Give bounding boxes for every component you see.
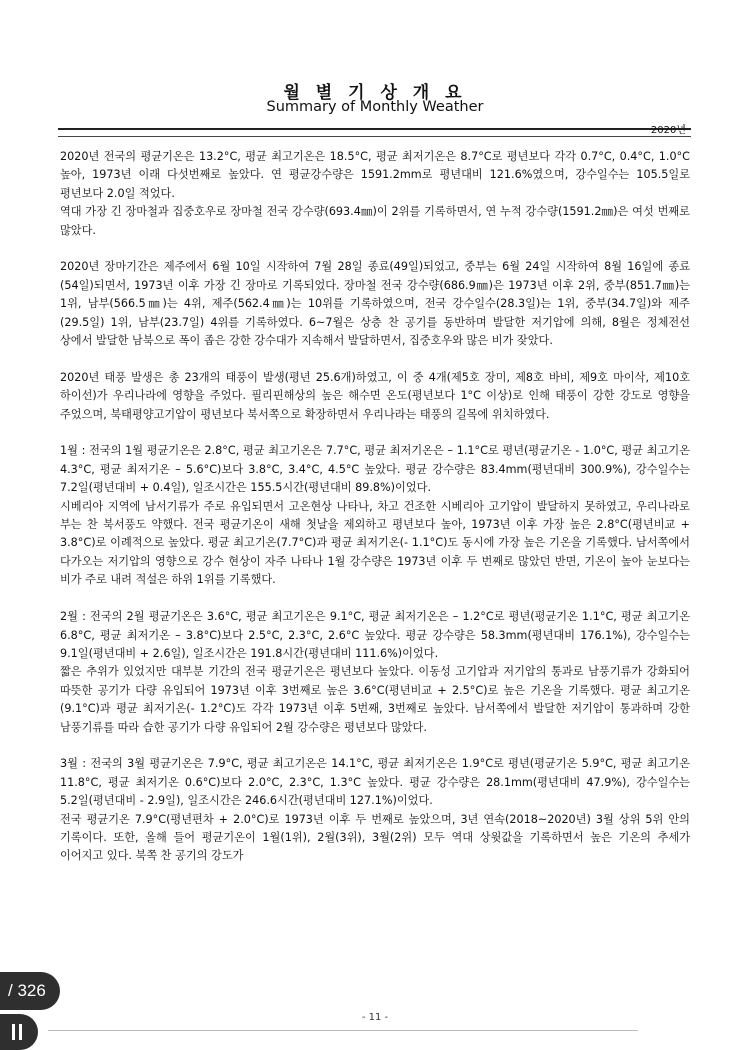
- paragraph-gap: [60, 350, 690, 368]
- paragraph: 전국 평균기온 7.9°C(평년편차 + 2.0°C)로 1973년 이후 두 번째로 높았으며, 3년 연속(2018~2020년) 3월 상위 5위 안의 기록이다. 또한, 올해 들어 평균기온이 1월(1위), 2월(3위), 3월(2위) 모두 역대 상윗값을 기록하면서 높은 기온의 추세가 이어지고 있다. 북쪽 찬 공기의 강도가: [60, 812, 690, 863]
- pause-icon: [12, 1024, 15, 1040]
- year-label: 2020년: [650, 125, 686, 136]
- header-rule: [58, 128, 691, 130]
- paragraph: 짧은 추위가 있었지만 대부분 기간의 전국 평균기온은 평년보다 높았다. 이동성 고기압과 저기압의 통과로 남풍기류가 강화되어 따뜻한 공기가 다량 유입되어 1973년 이후 3번째로 높은 3.6°C(평년비교 + 2.5°C)로 높은 기온을 기록했다. 평균 최고기온(9.1°C)과 평균 최저기온(- 1.2°C)도 각각 1973년 이후 5번째, 3번째로 높았다. 남서쪽에서 발달한 저기압이 통과하며 강한 남풍기류를 따라 습한 공기가 다량 유입되어 2월 강수량은 평년보다 많았다.: [60, 665, 690, 734]
- page-subtitle: Summary of Monthly Weather: [266, 99, 484, 115]
- page-counter[interactable]: / 326: [0, 972, 60, 1010]
- paragraph: 3월 : 전국의 3월 평균기온은 7.9°C, 평균 최고기온은 14.1°C, 평균 최저기온은 1.9°C로 평년(평균기온 5.9°C, 평균 최고기온 11.8°C, 평균 최저기온 0.6°C)보다 2.0°C, 2.3°C, 1.3°C 높았다. 평균 강수량은 28.1mm(평년대비 47.9%), 강수일수는 5.2일(평년대비 - 2.9일), 일조시간은 246.6시간(평년대비 127.1%)이었다.: [60, 757, 690, 808]
- paragraph: 2020년 장마기간은 제주에서 6월 10일 시작하여 7월 28일 종료(49일)되었고, 중부는 6월 24일 시작하여 8월 16일에 종료(54일)되면서, 1973년 이후 가장 긴 장마로 기록되었다. 장마철 전국 강수량(686.9㎜)은 1973년 이후 2위, 중부(851.7㎜)는 1위, 남부(566.5㎜)는 4위, 제주(562.4㎜)는 10위를 기록하였으며, 전국 강수일수(28.3일)는 1위, 중부(34.7일)와 제주(29.5일) 1위, 남부(23.7일) 4위를 기록하였다. 6~7월은 상층 찬 공기를 동반하며 발달한 저기압에 의해, 8월은 정체전선 상에서 발달한 남북으로 폭이 좁은 강한 강수대가 지속해서 발달하면서, 집중호우와 많은 비가 잦았다.: [60, 260, 690, 348]
- pause-icon: [19, 1024, 22, 1040]
- footer-divider: [48, 1030, 638, 1031]
- paragraph: 2월 : 전국의 2월 평균기온은 3.6°C, 평균 최고기온은 9.1°C, 평균 최저기온은 – 1.2°C로 평년(평균기온 1.1°C, 평균 최고기온 6.8°C, 평균 최저기온 – 3.8°C)보다 2.5°C, 2.3°C, 2.6°C 높았다. 평균 강수량은 58.3mm(평년대비 176.1%), 강수일수는 9.1일(평년대비 + 2.6일), 일조시간은 191.8시간(평년대비 111.6%)이었다.: [60, 610, 690, 660]
- paragraph-gap: [60, 240, 690, 258]
- pause-button[interactable]: [0, 1014, 38, 1050]
- paragraph-gap: [60, 737, 690, 755]
- paragraph: 역대 가장 긴 장마철과 집중호우로 장마철 전국 강수량(693.4㎜)이 2위를 기록하면서, 연 누적 강수량(1591.2㎜)은 여섯 번째로 많았다.: [60, 205, 690, 237]
- paragraph: 2020년 전국의 평균기온은 13.2°C, 평균 최고기온은 18.5°C, 평균 최저기온은 8.7°C로 평년보다 각각 0.7°C, 0.4°C, 1.0°C 높아, 1973년 이래 다섯번째로 높았다. 연 평균강수량은 1591.2mm로 평년대비 121.6%였으며, 강수일수는 105.5일로 평년보다 2.0일 적었다.: [60, 150, 690, 200]
- page-title: 월 별 기 상 개 요: [283, 83, 467, 103]
- body-text: [60, 148, 690, 866]
- paragraph-gap: [60, 424, 690, 442]
- header-underline: [58, 136, 691, 137]
- paragraph: 1월 : 전국의 1월 평균기온은 2.8°C, 평균 최고기온은 7.7°C, 평균 최저기온은 – 1.1°C로 평년(평균기온 - 1.0°C, 평균 최고기온 4.3°C, 평균 최저기온 – 5.6°C)보다 3.8°C, 3.4°C, 4.5°C 높았다. 평균 강수량은 83.4mm(평년대비 300.9%), 강수일수는 7.2일(평년대비 + 0.4일), 일조시간은 155.5시간(평년대비 89.8%)이었다.: [60, 444, 690, 495]
- page-number: - 11 -: [361, 1012, 389, 1023]
- paragraph: 시베리아 지역에 남서기류가 주로 유입되면서 고온현상 나타나, 차고 건조한 시베리아 고기압이 발달하지 못하였고, 우리나라로 부는 찬 북서풍도 약했다. 전국 평균기온이 새해 첫날을 제외하고 평년보다 높아, 1973년 이후 가장 높은 2.8°C(평년비교 + 3.8°C)로 이례적으로 높았다. 평균 최고기온(7.7°C)과 평균 최저기온(- 1.1°C)도 동시에 가장 높은 기온을 기록했다. 남서쪽에서 다가오는 저기압의 영향으로 강수 현상이 자주 나타나 1월 강수량은 1973년 이후 두 번째로 많았던 반면, 기온이 높아 눈보다는 비가 주로 내려 적설은 하위 1위를 기록했다.: [60, 499, 690, 587]
- paragraph-gap: [60, 590, 690, 608]
- paragraph: 2020년 태풍 발생은 총 23개의 태풍이 발생(평년 25.6개)하였고, 이 중 4개(제5호 장미, 제8호 바비, 제9호 마이삭, 제10호 하이선)가 우리나라에 영향을 주었다. 필리핀해상의 높은 해수면 온도(평년보다 1°C 이상)로 인해 태풍이 강한 강도로 영향을 주었으며, 북태평양고기압이 평년보다 북서쪽으로 확장하면서 우리나라는 태풍의 길목에 위치하였다.: [60, 370, 690, 421]
